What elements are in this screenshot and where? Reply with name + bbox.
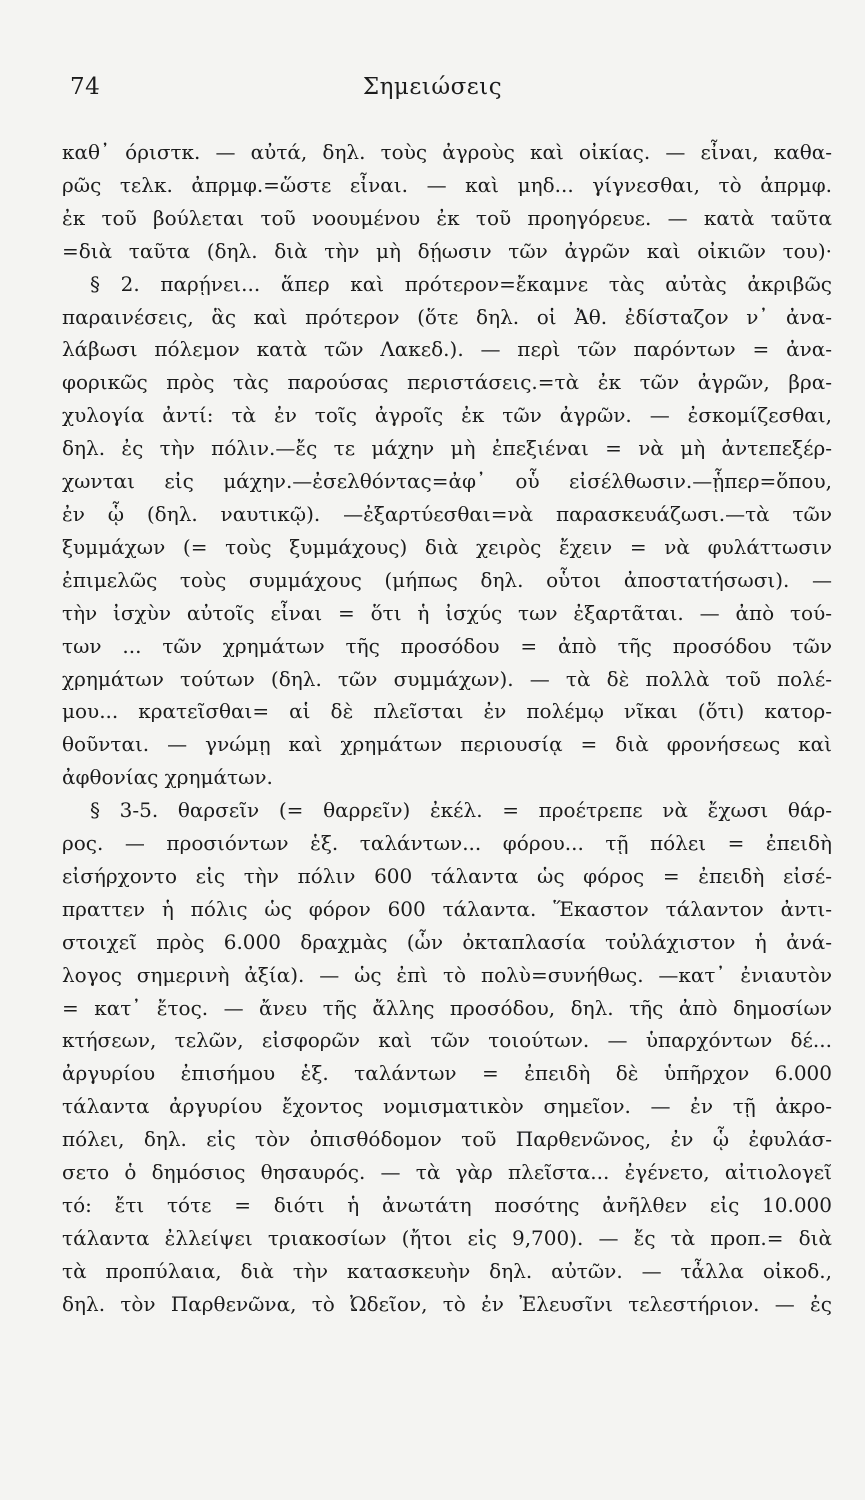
text-line: τὴν ἰσχὺν αὐτοῖς εἶναι = ὅτι ἡ ἰσχύς των ἐξαρτᾶται. — ἀπὸ τού- — [62, 600, 832, 625]
text-line: ἐκ τοῦ βούλεται τοῦ νοουμένου ἐκ τοῦ προηγόρευε. — κατὰ ταῦτα — [62, 205, 832, 230]
text-line: δηλ. ἐς τὴν πόλιν.—ἔς τε μάχην μὴ ἐπεξιέναι = νὰ μὴ ἀντεπεξέρ- — [62, 436, 832, 461]
text-line: πραττεν ἡ πόλις ὡς φόρον 600 τάλαντα. Ἕκαστον τάλαντον ἀντι- — [62, 896, 832, 921]
text-line: ἀφθονίας χρημάτων. — [62, 765, 273, 790]
text-line: πόλει, δηλ. εἰς τὸν ὀπισθόδομον τοῦ Παρθενῶνος, ἐν ᾧ ἐφυλάσ- — [62, 1127, 832, 1152]
text-line: στοιχεῖ πρὸς 6.000 δραχμὰς (ὧν ὀκταπλασία τοὐλάχιστον ἡ ἀνά- — [62, 929, 832, 954]
text-line: κτήσεων, τελῶν, εἰσφορῶν καὶ τῶν τοιούτων. — ὑπαρχόντων δέ... — [62, 1028, 832, 1053]
text-line: εἰσήρχοντο εἰς τὴν πόλιν 600 τάλαντα ὡς φόρος = ἐπειδὴ εἰσέ- — [62, 863, 832, 888]
text-line: ἐν ᾧ (δηλ. ναυτικῷ). —ἐξαρτύεσθαι=νὰ παρασκευάζωσι.—τὰ τῶν — [62, 501, 832, 526]
text-line: =διὰ ταῦτα (δηλ. διὰ τὴν μὴ δῄωσιν τῶν ἀγρῶν καὶ οἰκιῶν του)· — [62, 238, 832, 263]
text-line: χωνται εἰς μάχην.—ἐσελθόντας=ἀφ᾽ οὗ εἰσέλθωσιν.—ᾗπερ=ὅπου, — [62, 469, 832, 494]
text-line: φορικῶς πρὸς τὰς παρούσας περιστάσεις.=τὰ ἐκ τῶν ἀγρῶν, βρα- — [62, 370, 832, 395]
text-line: § 3-5. θαρσεῖν (= θαρρεῖν) ἐκέλ. = προέτρεπε νὰ ἔχωσι θάρ- — [90, 798, 832, 823]
page-number: 74 — [70, 74, 101, 100]
text-line: σετο ὁ δημόσιος θησαυρός. — τὰ γὰρ πλεῖστα... ἐγένετο, αἰτιολογεῖ — [62, 1160, 832, 1185]
text-line: χυλογία ἀντί: τὰ ἐν τοῖς ἀγροῖς ἐκ τῶν ἀγρῶν. — ἐσκομίζεσθαι, — [62, 403, 832, 428]
text-line: τὰ προπύλαια, διὰ τὴν κατασκευὴν δηλ. αὐτῶν. — τἆλλα οἰκοδ., — [62, 1258, 832, 1283]
text-line: των ... τῶν χρημάτων τῆς προσόδου = ἀπὸ τῆς προσόδου τῶν — [62, 633, 832, 658]
text-line: ἐπιμελῶς τοὺς συμμάχους (μήπως δηλ. οὗτοι ἀποστατήσωσι). — — [62, 567, 832, 592]
text-line: δηλ. τὸν Παρθενῶνα, τὸ Ὠδεῖον, τὸ ἐν Ἐλευσῖνι τελεστήριον. — ἐς — [62, 1291, 832, 1316]
text-line: ρῶς τελκ. ἀπρμφ.=ὥστε εἶναι. — καὶ μηδ... γίγνεσθαι, τὸ ἀπρμφ. — [62, 172, 832, 197]
text-line: § 2. παρῄνει... ἅπερ καὶ πρότερον=ἔκαμνε τὰς αὐτὰς ἀκριβῶς — [90, 271, 832, 296]
text-line: λογος σημερινὴ ἀξία). — ὡς ἐπὶ τὸ πολὺ=συνήθως. —κατ᾽ ἐνιαυτὸν — [62, 962, 832, 987]
text-line: τάλαντα ἀργυρίου ἔχοντος νομισματικὸν σημεῖον. — ἐν τῇ ἀκρο- — [62, 1094, 832, 1119]
text-line: χρημάτων τούτων (δηλ. τῶν συμμάχων). — τὰ δὲ πολλὰ τοῦ πολέ- — [62, 666, 832, 691]
text-line: ἀργυρίου ἐπισήμου ἑξ. ταλάντων = ἐπειδὴ δὲ ὑπῆρχον 6.000 — [62, 1061, 832, 1086]
text-line: μου... κρατεῖσθαι= αἱ δὲ πλεῖσται ἐν πολέμῳ νῖκαι (ὅτι) κατορ- — [62, 699, 832, 724]
text-line: = κατ᾽ ἔτος. — ἄνευ τῆς ἄλλης προσόδου, δηλ. τῆς ἀπὸ δημοσίων — [62, 995, 832, 1020]
text-line: παραινέσεις, ἃς καὶ πρότερον (ὅτε δηλ. οἱ Ἀθ. ἐδίσταζον ν᾽ ἀνα- — [62, 304, 832, 329]
text-line: καθ᾽ όριστκ. — αὐτά, δηλ. τοὺς ἀγροὺς καὶ οἰκίας. — εἶναι, καθα- — [62, 140, 832, 164]
text-line: τάλαντα ἐλλείψει τριακοσίων (ἤτοι εἰς 9,700). — ἔς τὰ προπ.= διὰ — [62, 1225, 832, 1250]
text-line: τό: ἔτι τότε = διότι ἡ ἀνωτάτη ποσότης ἀνῆλθεν εἰς 10.000 — [62, 1193, 832, 1217]
text-line: λάβωσι πόλεμον κατὰ τῶν Λακεδ.). — περὶ τῶν παρόντων = ἀνα- — [62, 337, 832, 362]
text-line: θοῦνται. — γνώμῃ καὶ χρημάτων περιουσίᾳ = διὰ φρονήσεως καὶ — [62, 732, 832, 757]
running-head: Σημειώσεις — [362, 74, 503, 100]
body-text — [62, 136, 832, 1321]
text-line: ξυμμάχων (= τοὺς ξυμμάχους) διὰ χειρὸς ἔχειν = νὰ φυλάττωσιν — [62, 534, 832, 559]
text-line: ρος. — προσιόντων ἑξ. ταλάντων... φόρου... τῇ πόλει = ἐπειδὴ — [62, 831, 832, 856]
